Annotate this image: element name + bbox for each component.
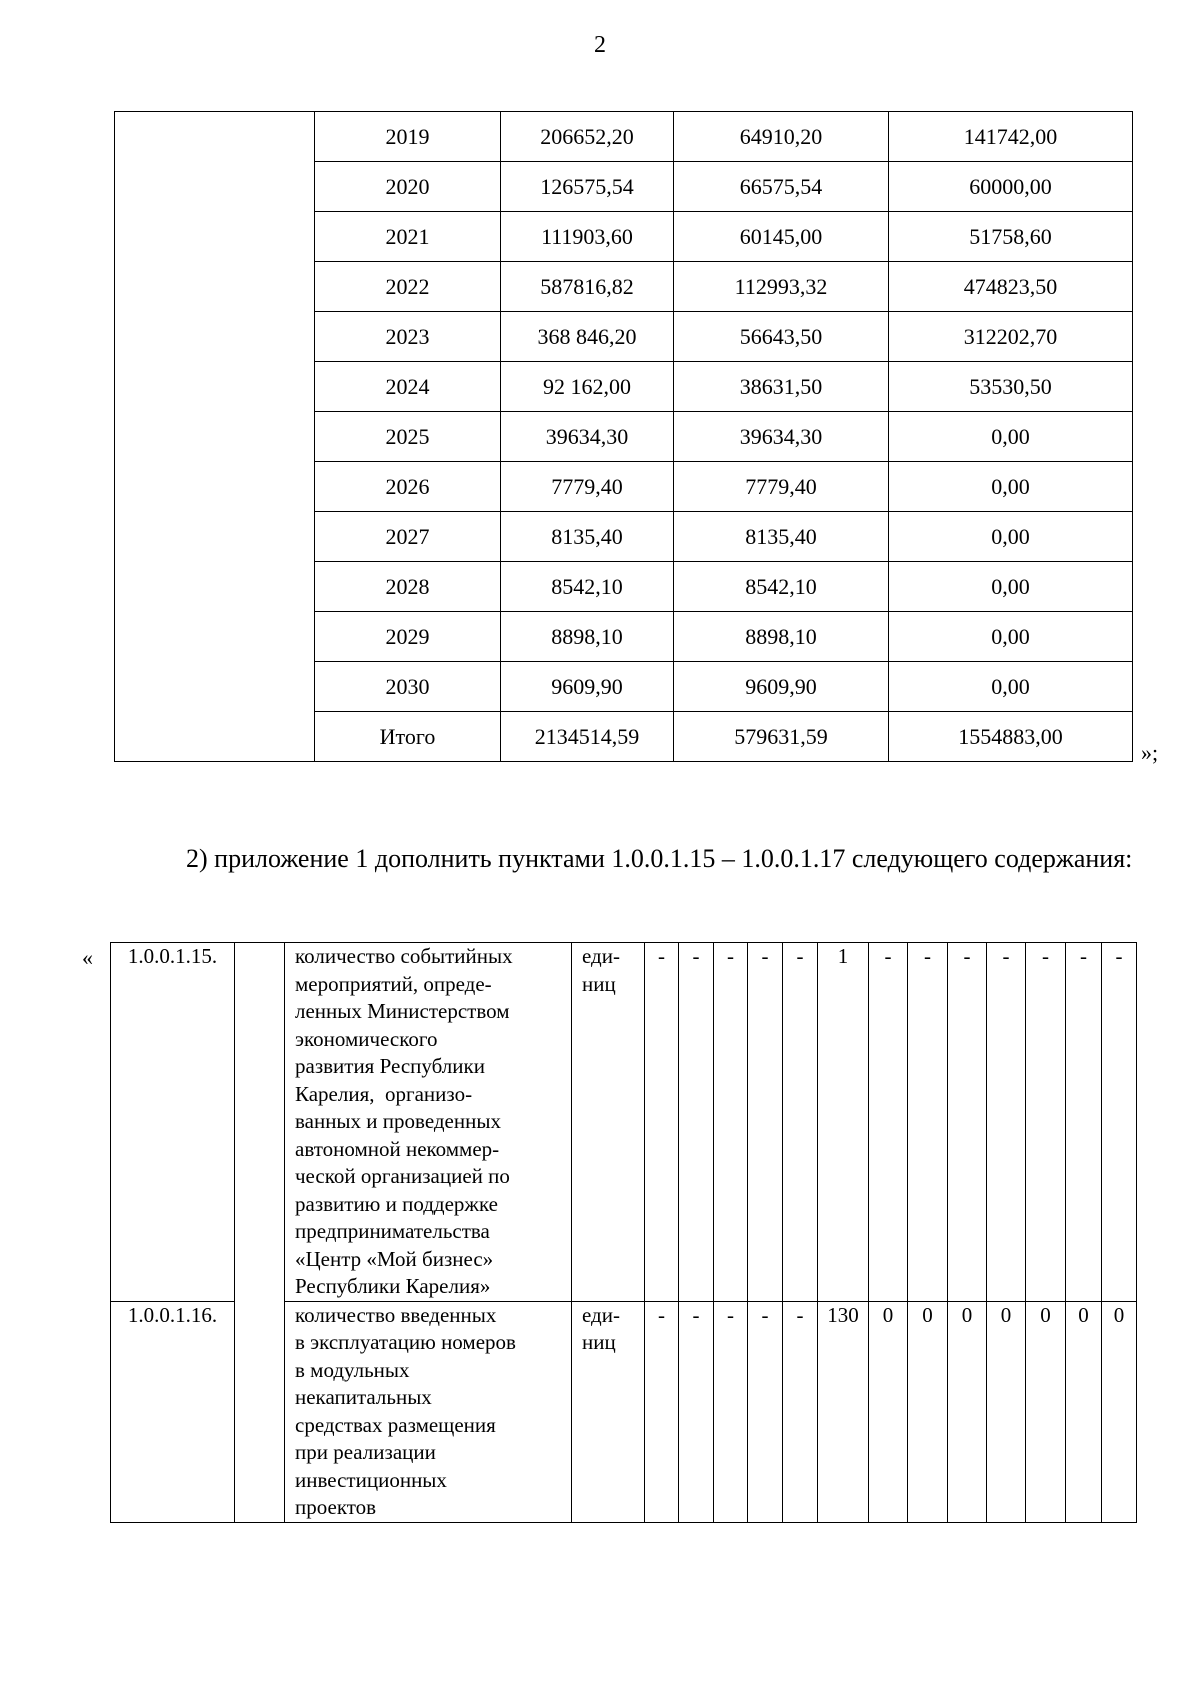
total-cell: 9609,90 <box>501 662 674 712</box>
indicator-value: - <box>869 943 908 1302</box>
indicator-name-line: проектов <box>295 1495 377 1519</box>
indicator-name-line: развития Республики <box>295 1054 485 1078</box>
regional-budget-cell: 8135,40 <box>674 512 889 562</box>
regional-budget-cell: 56643,50 <box>674 312 889 362</box>
indicator-name-line: ванных и проведенных <box>295 1109 501 1133</box>
federal-budget-cell: 60000,00 <box>889 162 1133 212</box>
indicator-value: 0 <box>869 1301 908 1522</box>
regional-budget-cell: 112993,32 <box>674 262 889 312</box>
indicator-name-line: развитию и поддержке <box>295 1191 498 1216</box>
indicator-name-line: в эксплуатацию номеров <box>295 1330 516 1354</box>
total-cell: 92 162,00 <box>501 362 674 412</box>
indicator-value: - <box>783 943 818 1302</box>
year-cell: 2020 <box>315 162 501 212</box>
indicator-value: 1 <box>818 943 869 1302</box>
empty-label-cell <box>115 112 315 762</box>
regional-budget-cell: 579631,59 <box>674 712 889 762</box>
indicator-name-line: в модульных <box>295 1357 410 1382</box>
year-cell: 2027 <box>315 512 501 562</box>
indicator-value: - <box>1026 943 1066 1302</box>
indicator-value: - <box>748 943 783 1302</box>
federal-budget-cell: 53530,50 <box>889 362 1133 412</box>
indicator-name-line: мероприятий, опреде- <box>295 971 492 996</box>
federal-budget-cell: 141742,00 <box>889 112 1133 162</box>
table-row <box>115 112 1133 162</box>
regional-budget-cell: 7779,40 <box>674 462 889 512</box>
page-number: 2 <box>594 32 606 58</box>
unit-line: ниц <box>582 971 616 996</box>
federal-budget-cell: 312202,70 <box>889 312 1133 362</box>
federal-budget-cell: 474823,50 <box>889 262 1133 312</box>
year-cell: 2023 <box>315 312 501 362</box>
federal-budget-cell: 0,00 <box>889 612 1133 662</box>
indicator-value: 0 <box>1102 1301 1137 1522</box>
year-cell: 2028 <box>315 562 501 612</box>
indicator-value: 0 <box>948 1301 987 1522</box>
year-cell: 2022 <box>315 262 501 312</box>
unit-of-measure <box>572 943 645 1302</box>
indicator-value: - <box>948 943 987 1302</box>
amendment-paragraph: 2) приложение 1 дополнить пунктами 1.0.0.1.15 – 1.0.0.1.17 следующего содержания: <box>186 844 1133 873</box>
federal-budget-cell: 0,00 <box>889 562 1133 612</box>
indicator-name-line: количество событийных <box>295 944 513 968</box>
unit-line: еди- <box>582 944 620 968</box>
indicator-name-line: при реализации <box>295 1440 436 1464</box>
indicator-name-line: некапитальных <box>295 1385 432 1409</box>
unit-line: еди- <box>582 1302 620 1327</box>
total-cell: 126575,54 <box>501 162 674 212</box>
indicator-name-line: автономной некоммер- <box>295 1136 500 1161</box>
total-cell: 8135,40 <box>501 512 674 562</box>
indicator-value: - <box>748 1301 783 1522</box>
federal-budget-cell: 0,00 <box>889 412 1133 462</box>
indicator-value: - <box>645 943 679 1302</box>
indicator-value: 0 <box>1066 1301 1102 1522</box>
regional-budget-cell: 8542,10 <box>674 562 889 612</box>
table-closing-mark: »; <box>1141 740 1159 765</box>
total-cell: 7779,40 <box>501 462 674 512</box>
indicator-value: 0 <box>987 1301 1026 1522</box>
regional-budget-cell: 8898,10 <box>674 612 889 662</box>
total-cell: 8898,10 <box>501 612 674 662</box>
indicator-code: 1.0.0.1.15. <box>111 943 235 1302</box>
indicator-value: - <box>908 943 948 1302</box>
indicator-name-line: предпринимательства <box>295 1219 490 1243</box>
year-cell: Итого <box>315 712 501 762</box>
indicator-name <box>285 1301 572 1522</box>
indicators-table <box>110 942 1137 1523</box>
indicator-value: - <box>714 943 748 1302</box>
regional-budget-cell: 66575,54 <box>674 162 889 212</box>
indicator-row <box>111 943 1137 1302</box>
indicator-name-line: ленных Министерством <box>295 999 510 1023</box>
unit-line: ниц <box>582 1330 616 1354</box>
indicator-name-line: Карелия, организо- <box>295 1081 473 1106</box>
total-cell: 2134514,59 <box>501 712 674 762</box>
indicator-name-line: средствах размещения <box>295 1412 496 1437</box>
indicator-name-line: Республики Карелия» <box>295 1274 491 1298</box>
indicator-value: - <box>783 1301 818 1522</box>
indicator-value: 0 <box>908 1301 948 1522</box>
indicator-name <box>285 943 572 1302</box>
year-cell: 2026 <box>315 462 501 512</box>
indicator-code: 1.0.0.1.16. <box>111 1301 235 1522</box>
year-cell: 2029 <box>315 612 501 662</box>
unit-of-measure <box>572 1301 645 1522</box>
regional-budget-cell: 38631,50 <box>674 362 889 412</box>
federal-budget-cell: 0,00 <box>889 512 1133 562</box>
year-cell: 2021 <box>315 212 501 262</box>
indicator-name-line: количество введенных <box>295 1302 497 1327</box>
total-cell: 111903,60 <box>501 212 674 262</box>
federal-budget-cell: 1554883,00 <box>889 712 1133 762</box>
year-cell: 2030 <box>315 662 501 712</box>
empty-cell <box>235 943 285 1523</box>
total-cell: 206652,20 <box>501 112 674 162</box>
finance-table <box>114 111 1133 762</box>
year-cell: 2025 <box>315 412 501 462</box>
regional-budget-cell: 9609,90 <box>674 662 889 712</box>
federal-budget-cell: 51758,60 <box>889 212 1133 262</box>
indicator-value: - <box>714 1301 748 1522</box>
regional-budget-cell: 64910,20 <box>674 112 889 162</box>
federal-budget-cell: 0,00 <box>889 662 1133 712</box>
indicator-value: - <box>987 943 1026 1302</box>
indicator-value: - <box>679 1301 714 1522</box>
indicator-value: - <box>679 943 714 1302</box>
indicator-name-line: «Центр «Мой бизнес» <box>295 1246 494 1271</box>
indicator-name-line: инвестиционных <box>295 1467 447 1492</box>
indicator-value: 130 <box>818 1301 869 1522</box>
year-cell: 2019 <box>315 112 501 162</box>
federal-budget-cell: 0,00 <box>889 462 1133 512</box>
regional-budget-cell: 39634,30 <box>674 412 889 462</box>
total-cell: 39634,30 <box>501 412 674 462</box>
indicator-value: - <box>1066 943 1102 1302</box>
indicator-value: - <box>645 1301 679 1522</box>
indicator-name-line: ческой организацией по <box>295 1164 510 1188</box>
total-cell: 8542,10 <box>501 562 674 612</box>
indicator-name-line: экономического <box>295 1026 438 1051</box>
year-cell: 2024 <box>315 362 501 412</box>
indicator-value: - <box>1102 943 1137 1302</box>
regional-budget-cell: 60145,00 <box>674 212 889 262</box>
total-cell: 368 846,20 <box>501 312 674 362</box>
opening-quote: « <box>82 945 93 970</box>
indicator-value: 0 <box>1026 1301 1066 1522</box>
total-cell: 587816,82 <box>501 262 674 312</box>
